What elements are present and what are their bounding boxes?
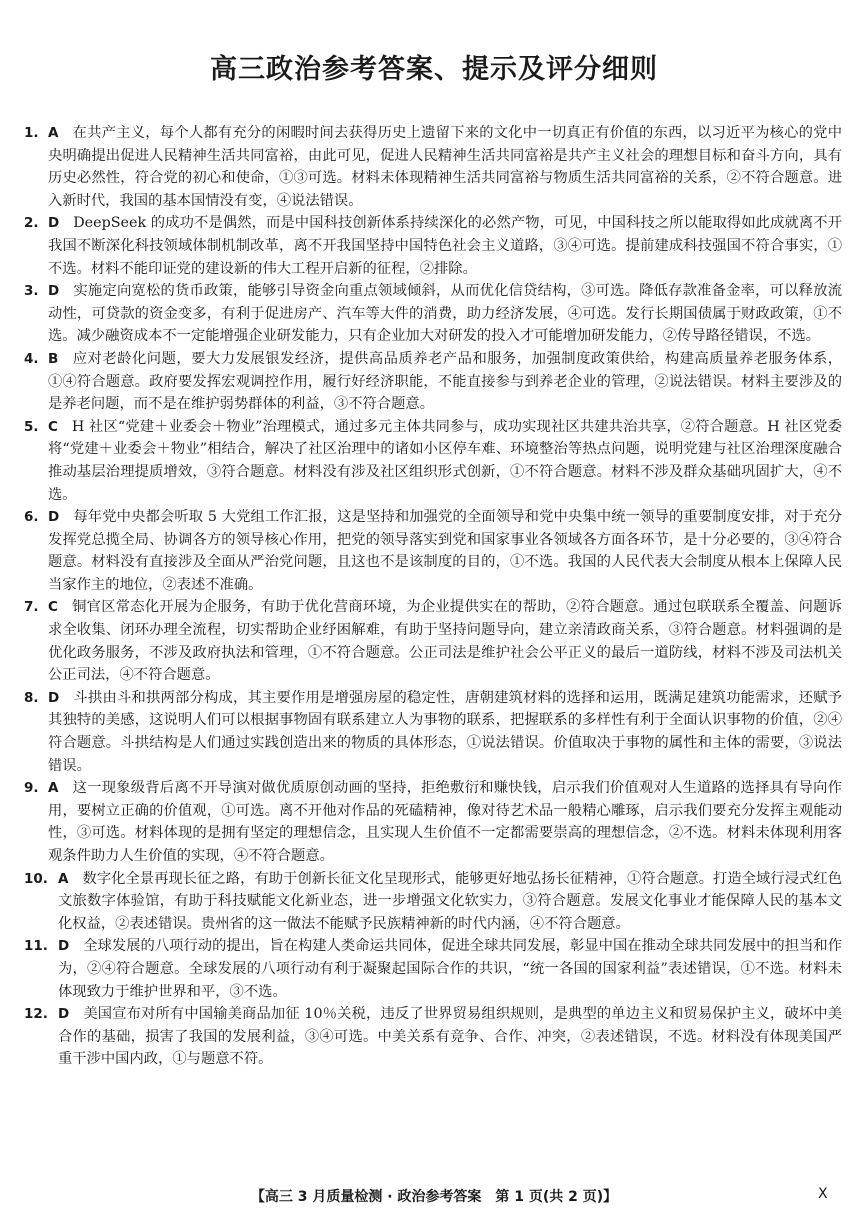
item-number: 5. — [24, 418, 39, 435]
item-explanation: 全球发展的八项行动的提出，旨在构建人类命运共同体，促进全球共同发展，彰显中国在推动全球共同发展中的担当和作为，②④符合题意。全球发展的八项行动有利于凝聚起国际合作的共识，“统一各国的国家利益”表述错误，①不选。材料未体现致力于维护世界和平，③不选。 — [58, 938, 842, 1000]
answer-list — [24, 122, 842, 1071]
page-footer: 【高三 3 月质量检测 · 政治参考答案 第 1 页(共 2 页)】 — [250, 1189, 618, 1205]
item-answer: D — [48, 689, 60, 706]
item-number: 3. — [24, 283, 39, 300]
item-explanation: 这一现象级背后离不开导演对做优质原创动画的坚持，拒绝敷衍和赚快钱，启示我们价值观对人生道路的选择具有导向作用，要树立正确的价值观，①可选。离不开他对作品的死磕精神，像对待艺术品一般精心雕琢，启示我们要充分发挥主观能动性，③可选。材料体现的是拥有坚定的理想信念，且实现人生价值不一定都需要崇高的理想信念，②不选。材料未体现利用客观条件助力人生价值的实现，④不符合题意。 — [48, 780, 842, 864]
item-explanation: DeepSeek 的成功不是偶然，而是中国科技创新体系持续深化的必然产物，可见，中国科技之所以能取得如此成就离不开我国不断深化科技领域体制机制改革，离不开我国坚持中国特色社会主义道路，③④可选。提前建成科技强国不符合事实，①不选。材料不能印证党的建设新的伟大工程开启新的征程，②排除。 — [48, 215, 842, 277]
item-answer: C — [48, 418, 58, 435]
answer-item-7 — [24, 596, 842, 686]
item-answer: D — [48, 215, 60, 232]
answer-item-6 — [24, 506, 842, 596]
item-explanation: 每年党中央都会听取 5 大党组工作汇报，这是坚持和加强党的全面领导和党中央集中统一领导的重要制度安排，对于充分发挥党总揽全局、协调各方的领导核心作用，把党的领导落实到党和国家事业各领域各方面各环节，是十分必要的，③④符合题意。材料没有直接涉及全面从严治党问题，且这也不是该制度的目的，①不选。我国的人民代表大会制度从根本上保障人民当家作主的地位，②表述不准确。 — [48, 509, 842, 593]
page-title: 高三政治参考答案、提示及评分细则 — [210, 54, 658, 85]
item-explanation: 美国宣布对所有中国输美商品加征 10％关税，违反了世界贸易组织规则，是典型的单边主义和贸易保护主义，破坏中美合作的基础，损害了我国的发展利益，③④可选。中美关系有竞争、合作、冲突，②表述错误，不选。材料没有体现美国严重干涉中国内政，①与题意不符。 — [58, 1006, 842, 1068]
item-explanation: 实施定向宽松的货币政策，能够引导资金向重点领域倾斜，从而优化信贷结构，③可选。降低存款准备金率，可以释放流动性，可贷款的资金变多，有利于促进房产、汽车等大件的消费，助力经济发展，④可选。发行长期国债属于财政政策，①不选。减少融资成本不一定能增强企业研发能力，只有企业加大对研发的投入才可能增加研发能力，②传导路径错误，不选。 — [48, 283, 842, 345]
item-answer: A — [58, 870, 69, 887]
item-explanation: 在共产主义，每个人都有充分的闲暇时间去获得历史上遗留下来的文化中一切真正有价值的东西，以习近平为核心的党中央明确提出促进人民精神生活共同富裕，由此可见，促进人民精神生活共同富裕是共产主义社会的理想目标和奋斗方向，具有历史必然性，符合党的初心和使命，①③可选。材料未体现精神生活共同富裕与物质生活共同富裕的关系，②不符合题意。进入新时代，我国的基本国情没有变，④说法错误。 — [48, 125, 842, 209]
item-explanation: 斗拱由斗和拱两部分构成，其主要作用是增强房屋的稳定性，唐朝建筑材料的选择和运用，既满足建筑功能需求，还赋予其独特的美感，这说明人们可以根据事物固有联系建立人为事物的联系，把握联系的多样性有利于全面认识事物的价值，②④符合题意。斗拱结构是人们通过实践创造出来的物质的具体形态，①说法错误。价值取决于事物的属性和主体的需要，③说法错误。 — [48, 689, 842, 774]
item-number: 1. — [24, 125, 39, 141]
item-number: 8. — [24, 689, 39, 706]
item-number: 6. — [24, 509, 39, 526]
answer-item-1 — [24, 122, 842, 212]
item-answer: A — [48, 125, 59, 141]
answer-item-4 — [24, 348, 842, 416]
item-number: 12. — [24, 1006, 48, 1023]
item-answer: A — [48, 780, 59, 797]
item-answer: B — [48, 350, 59, 367]
item-answer: D — [58, 1006, 70, 1023]
item-answer: C — [48, 599, 58, 616]
item-number: 11. — [24, 938, 48, 955]
item-answer: D — [58, 938, 70, 955]
item-explanation: 铜官区常态化开展为企服务，有助于优化营商环境，为企业提供实在的帮助，②符合题意。通过包联联系全覆盖、问题诉求全收集、闭环办理全流程，切实帮助企业纾困解难，有助于坚持问题导向，建立亲清政商关系，③符合题意。材料强调的是优化政务服务，不涉及政府执法和管理，①不符合题意。公正司法是维护社会公平正义的最后一道防线，材料不涉及司法机关公正司法，④不符合题意。 — [48, 599, 842, 684]
item-number: 10. — [24, 870, 48, 887]
answer-item-12 — [24, 1003, 842, 1071]
answer-item-2 — [24, 212, 842, 280]
answer-item-3 — [24, 280, 842, 348]
item-number: 2. — [24, 215, 39, 232]
answer-item-11 — [24, 935, 842, 1003]
item-explanation: 数字化全景再现长征之路，有助于创新长征文化呈现形式，能够更好地弘扬长征精神，①符合题意。打造全域行浸式红色文旅数字体验馆，有助于科技赋能文化新业态，进一步增强文化软实力，③符合题意。发展文化事业才能保障人民的基本文化权益，②表述错误。贵州省的这一做法不能赋予民族精神新的时代内涵，④不符合题意。 — [58, 870, 842, 932]
answer-item-9 — [24, 777, 842, 867]
item-number: 4. — [24, 350, 39, 367]
footer-code: X — [818, 1186, 828, 1202]
answer-item-8 — [24, 687, 842, 777]
item-explanation: 应对老龄化问题，要大力发展银发经济，提供高品质养老产品和服务，加强制度政策供给，构建高质量养老服务体系，①④符合题意。政府要发挥宏观调控作用，履行好经济职能，不能直接参与到养老企业的管理，②说法错误。材料主要涉及的是养老问题，而不是在维护弱势群体的利益，③不符合题意。 — [48, 350, 842, 413]
answer-item-10 — [24, 868, 842, 936]
item-explanation: H 社区“党建＋业委会＋物业”治理模式，通过多元主体共同参与，成功实现社区共建共治共享，②符合题意。H 社区党委将“党建＋业委会＋物业”相结合，解决了社区治理中的诸如小区停车难、环境整治等热点问题，说明党建与社区治理深度融合推动基层治理提质增效，③符合题意。材料没有涉及社区组织形式创新，①不符合题意。材料不涉及群众基础巩固扩大，④不选。 — [48, 418, 842, 503]
item-answer: D — [48, 283, 60, 300]
item-answer: D — [48, 509, 60, 526]
item-number: 7. — [24, 599, 39, 616]
answer-item-5 — [24, 416, 842, 506]
item-number: 9. — [24, 780, 39, 797]
